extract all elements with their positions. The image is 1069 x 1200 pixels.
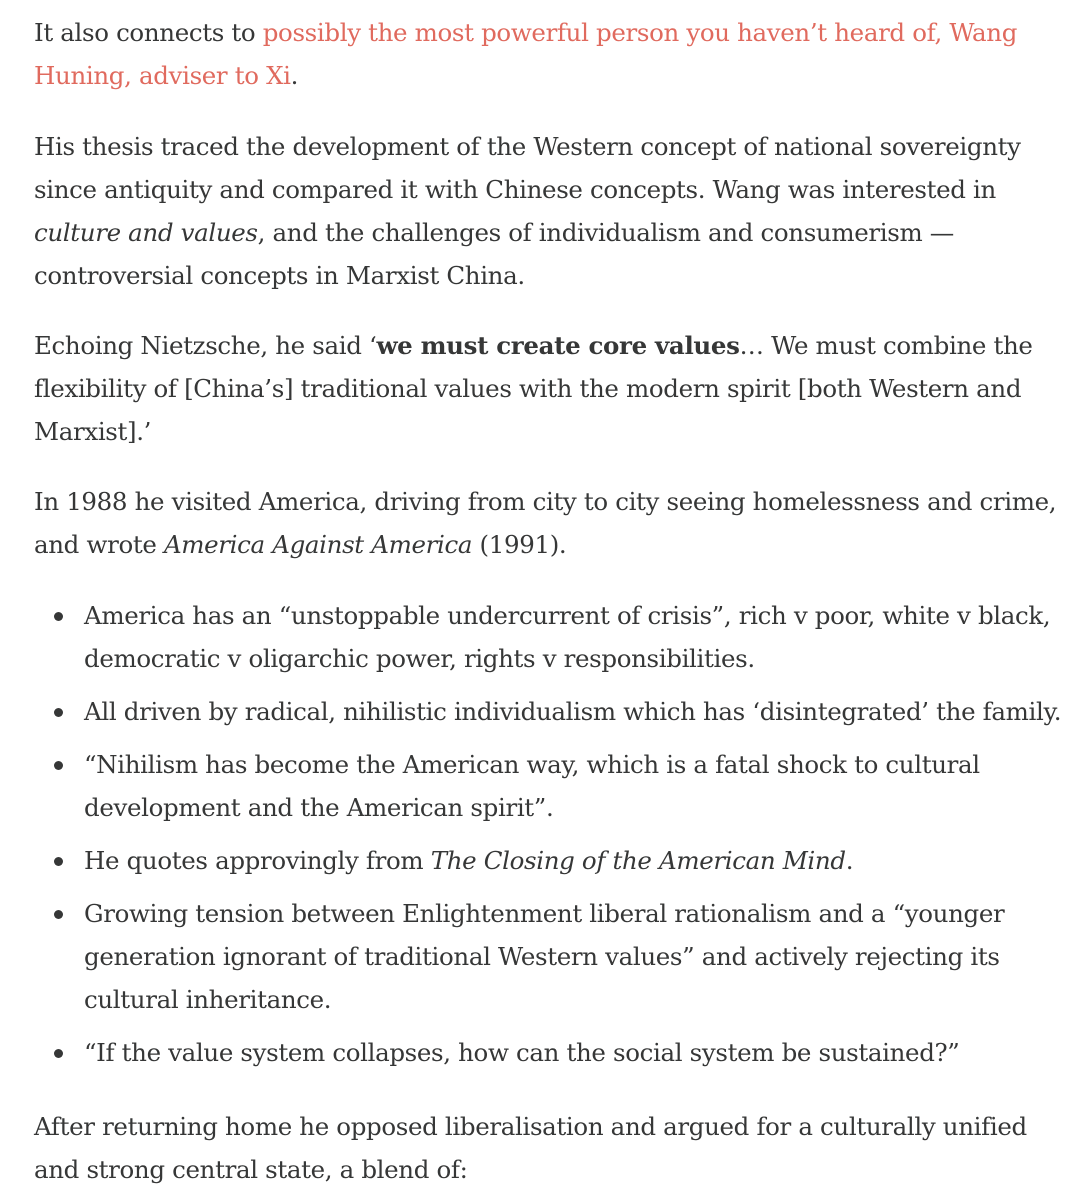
bullet-dot-icon xyxy=(54,761,63,770)
list-item-text: Growing tension between Enlightenment liberal rationalism and a “younger generation ignorant of traditional Western values” and actively rejecting its cultural inheritance. xyxy=(84,899,1005,1014)
paragraph-thesis xyxy=(34,125,1064,297)
wang-huning-link[interactable]: possibly the most powerful person you haven’t heard of, Wang Huning, adviser to Xi xyxy=(34,18,1018,90)
p3-bold-core-values: we must create core values xyxy=(376,331,740,360)
america-against-america-bullet-list xyxy=(34,594,1064,1084)
p3-suffix: … We must combine the flexibility of [China’s] traditional values with the modern spirit [both Western and Marxist].’ xyxy=(34,331,1033,446)
list-item-text: “Nihilism has become the American way, which is a fatal shock to cultural development and the American spirit”. xyxy=(84,750,980,822)
list-item-text: All driven by radical, nihilistic individualism which has ‘disintegrated’ the family. xyxy=(84,697,1062,726)
p4-suffix: (1991). xyxy=(472,530,567,559)
p5-text: After returning home he opposed liberalisation and argued for a culturally unified and strong central state, a blend of: xyxy=(34,1112,1027,1184)
p1-suffix: . xyxy=(290,61,299,90)
list-item-text: America has an “unstoppable undercurrent of crisis”, rich v poor, white v black, democratic v oligarchic power, rights v responsibilities. xyxy=(84,601,1051,673)
list-item xyxy=(34,839,1064,882)
paragraph-america-visit xyxy=(34,480,1064,566)
p2-part1: His thesis traced the development of the Western concept of national sovereignty since antiquity and compared it with Chinese concepts. Wang was interested in xyxy=(34,132,1021,204)
list-item xyxy=(34,690,1064,733)
p3-prefix: Echoing Nietzsche, he said ‘ xyxy=(34,331,377,360)
list-item xyxy=(34,594,1064,680)
bullet-dot-icon xyxy=(54,708,63,717)
paragraph-wang-huning-intro xyxy=(34,11,1064,97)
list-item-prefix: He quotes approvingly from xyxy=(84,846,431,875)
p2-italic-culture-values: culture and values xyxy=(34,218,258,247)
bullet-dot-icon xyxy=(54,612,63,621)
paragraph-nietzsche xyxy=(34,324,1064,453)
bullet-dot-icon xyxy=(54,910,63,919)
list-item xyxy=(34,892,1064,1021)
p1-prefix: It also connects to xyxy=(34,18,263,47)
list-item-text: “If the value system collapses, how can the social system be sustained?” xyxy=(84,1038,960,1067)
p4-prefix: In 1988 he visited America, driving from city to city seeing homelessness and crime, and wrote xyxy=(34,487,1057,559)
list-item-italic-book-title: The Closing of the American Mind xyxy=(430,846,846,875)
list-item-suffix: . xyxy=(845,846,854,875)
p2-part2: , and the challenges of individualism and consumerism — controversial concepts in Marxist China. xyxy=(34,218,954,290)
paragraph-after-returning xyxy=(34,1105,1064,1191)
list-item xyxy=(34,1031,1064,1074)
bullet-dot-icon xyxy=(54,1049,63,1058)
bullet-dot-icon xyxy=(54,857,63,866)
list-item xyxy=(34,743,1064,829)
p4-italic-book-title: America Against America xyxy=(163,530,473,559)
